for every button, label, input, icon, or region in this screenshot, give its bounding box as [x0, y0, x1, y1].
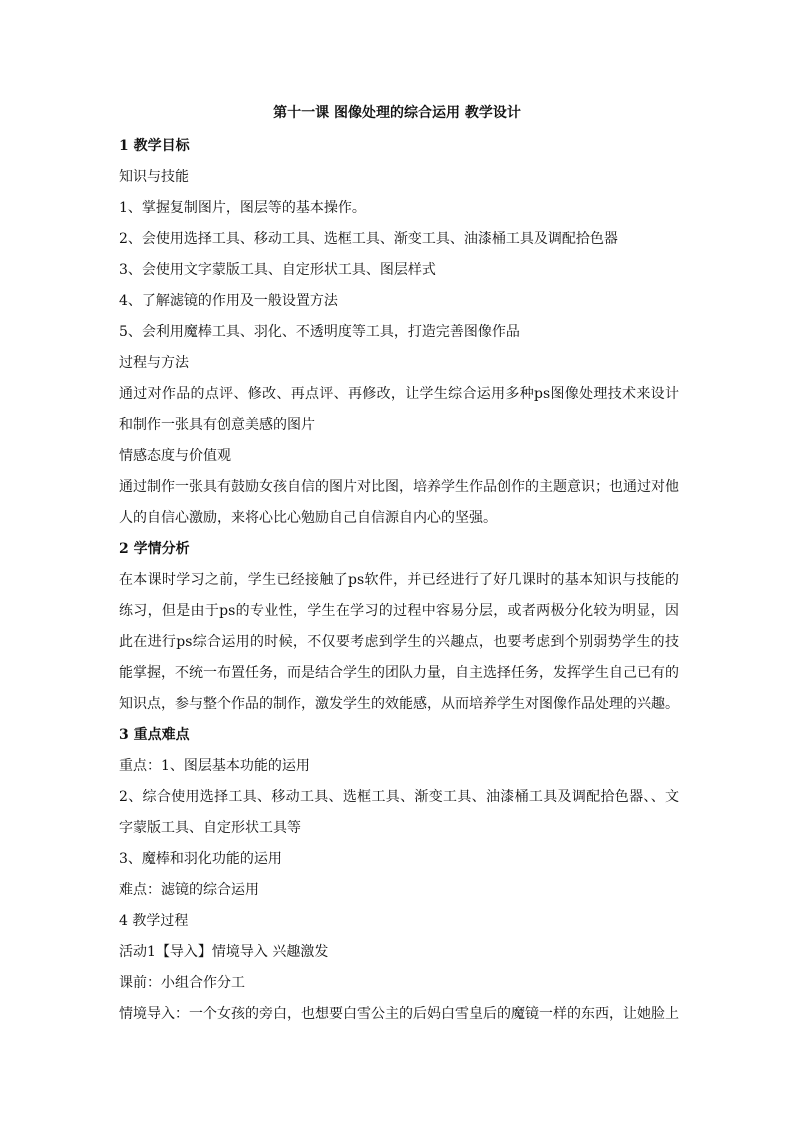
text-line: 和制作一张具有创意美感的图片 — [119, 417, 315, 433]
text-line: 3、会使用文字蒙版工具、自定形状工具、图层样式 — [119, 262, 436, 278]
document-title: 第十一课 图像处理的综合运用 教学设计 — [273, 105, 521, 121]
text-line: 4、了解滤镜的作用及一般设置方法 — [119, 293, 338, 309]
text-line: 此在进行ps综合运用的时候，不仅要考虑到学生的兴趣点，也要考虑到个别弱势学生的技 — [119, 634, 679, 650]
text-line: 难点：滤镜的综合运用 — [119, 882, 259, 898]
text-line: 人的自信心激励，来将心比心勉励自己自信源自内心的坚强。 — [119, 510, 497, 526]
text-line: 通过制作一张具有鼓励女孩自信的图片对比图，培养学生作品创作的主题意识；也通过对他 — [119, 479, 679, 495]
text-line: 情感态度与价值观 — [119, 448, 231, 464]
text-line: 能掌握，不统一布置任务，而是结合学生的团队力量，自主选择任务，发挥学生自己已有的 — [119, 665, 679, 681]
text-line: 字蒙版工具、自定形状工具等 — [119, 820, 301, 836]
text-line: 2、综合使用选择工具、移动工具、选框工具、渐变工具、油漆桶工具及调配拾色器、、文 — [119, 789, 679, 805]
text-line: 重点：1、图层基本功能的运用 — [119, 758, 310, 774]
text-line: 4 教学过程 — [119, 913, 189, 929]
text-line: 练习，但是由于ps的专业性，学生在学习的过程中容易分层，或者两极分化较为明显，因 — [119, 603, 679, 619]
text-line: 通过对作品的点评、修改、再点评、再修改，让学生综合运用多种ps图像处理技术来设计 — [119, 386, 679, 402]
text-line: 活动1【导入】情境导入 兴趣激发 — [119, 944, 329, 960]
text-line: 知识与技能 — [119, 169, 189, 185]
document-body — [119, 131, 679, 1030]
text-line: 5、会利用魔棒工具、羽化、不透明度等工具，打造完善图像作品 — [119, 324, 520, 340]
text-line: 在本课时学习之前，学生已经接触了ps软件，并已经进行了好几课时的基本知识与技能的 — [119, 572, 679, 588]
text-line: 3、魔棒和羽化功能的运用 — [119, 851, 282, 867]
text-line: 1、掌握复制图片，图层等的基本操作。 — [119, 200, 366, 216]
text-line: 2、会使用选择工具、移动工具、选框工具、渐变工具、油漆桶工具及调配拾色器 — [119, 231, 618, 247]
section-heading: 3 重点难点 — [119, 727, 190, 743]
text-line: 情境导入：一个女孩的旁白，也想要白雪公主的后妈白雪皇后的魔镜一样的东西，让她脸上 — [119, 1006, 679, 1022]
text-line: 知识点，参与整个作品的制作，激发学生的效能感，从而培养学生对图像作品处理的兴趣。 — [119, 696, 679, 712]
text-line: 课前：小组合作分工 — [119, 975, 245, 991]
section-heading: 1 教学目标 — [119, 138, 190, 154]
section-heading: 2 学情分析 — [119, 541, 190, 557]
text-line: 过程与方法 — [119, 355, 189, 371]
